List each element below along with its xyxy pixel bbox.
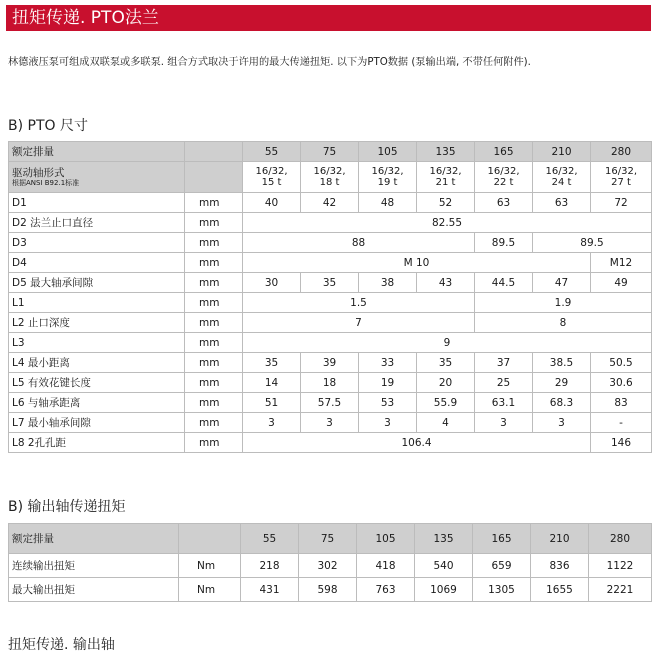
table-row: [9, 333, 652, 353]
table-row: [9, 253, 652, 273]
value-cell: 35: [417, 353, 475, 373]
table-row: [9, 353, 652, 373]
value-cell: 3: [243, 413, 301, 433]
size-cell: 135: [415, 524, 473, 554]
table-row: [9, 293, 652, 313]
value-cell: 2221: [589, 578, 652, 602]
spline-pitch: 16/32,: [255, 166, 288, 177]
value-cell: 1.9: [475, 293, 652, 313]
value-cell: 53: [359, 393, 417, 413]
output-torque-table: [8, 523, 652, 602]
size-cell: 210: [533, 142, 591, 162]
spline-pitch: 16/32,: [313, 166, 346, 177]
section-title-output-shaft: 扭矩传递. 输出轴: [8, 637, 115, 653]
value-cell: 18: [301, 373, 359, 393]
size-cell: 135: [417, 142, 475, 162]
value-cell: 35: [301, 273, 359, 293]
value-cell: 3: [475, 413, 533, 433]
value-cell: 19: [359, 373, 417, 393]
value-cell: 48: [359, 193, 417, 213]
spline-teeth: 18 t: [319, 177, 340, 188]
header-unit-cell: [185, 142, 243, 162]
table-row: [9, 578, 652, 602]
unit-cell: mm: [185, 393, 243, 413]
spline-teeth: 21 t: [435, 177, 456, 188]
value-cell: 3: [301, 413, 359, 433]
row-label: 最大输出扭矩: [9, 578, 179, 602]
value-cell: 38: [359, 273, 417, 293]
value-cell: 1069: [415, 578, 473, 602]
spline-pitch: 16/32,: [429, 166, 462, 177]
spline-cell: [243, 162, 301, 193]
value-cell: 42: [301, 193, 359, 213]
value-cell: 1.5: [243, 293, 475, 313]
value-cell: M 10: [243, 253, 591, 273]
table-row: [9, 554, 652, 578]
value-cell: 57.5: [301, 393, 359, 413]
spline-label: 驱动轴形式: [12, 167, 65, 179]
spline-label-cell: [9, 162, 185, 193]
row-label: D4: [9, 253, 185, 273]
value-cell: 659: [473, 554, 531, 578]
value-cell: 3: [533, 413, 591, 433]
spline-cell: [301, 162, 359, 193]
table-row: [9, 213, 652, 233]
value-cell: 49: [591, 273, 652, 293]
unit-cell: mm: [185, 293, 243, 313]
value-cell: 51: [243, 393, 301, 413]
value-cell: 763: [357, 578, 415, 602]
unit-cell: mm: [185, 313, 243, 333]
unit-cell: mm: [185, 433, 243, 453]
row-label: D5 最大轴承间隙: [9, 273, 185, 293]
spline-pitch: 16/32,: [545, 166, 578, 177]
table-row: [9, 393, 652, 413]
value-cell: 29: [533, 373, 591, 393]
value-cell: 38.5: [533, 353, 591, 373]
value-cell: -: [591, 413, 652, 433]
value-cell: 47: [533, 273, 591, 293]
table-row: [9, 193, 652, 213]
unit-cell: mm: [185, 333, 243, 353]
value-cell: 218: [241, 554, 299, 578]
size-cell: 75: [301, 142, 359, 162]
value-cell: 4: [417, 413, 475, 433]
unit-cell: mm: [185, 233, 243, 253]
table-header-row: [9, 142, 652, 162]
value-cell: 106.4: [243, 433, 591, 453]
spline-unit-cell: [185, 162, 243, 193]
section-title-output-torque: B) 输出轴传递扭矩: [8, 499, 126, 515]
unit-cell: mm: [185, 253, 243, 273]
spline-row: [9, 162, 652, 193]
value-cell: 836: [531, 554, 589, 578]
spline-teeth: 19 t: [377, 177, 398, 188]
value-cell: 40: [243, 193, 301, 213]
page-title-banner: [6, 5, 651, 31]
page-title: 扭矩传递. PTO法兰: [12, 8, 159, 28]
spline-teeth: 15 t: [261, 177, 282, 188]
row-label: L7 最小轴承间隙: [9, 413, 185, 433]
value-cell: 68.3: [533, 393, 591, 413]
value-cell: 37: [475, 353, 533, 373]
value-cell: 88: [243, 233, 475, 253]
value-cell: 55.9: [417, 393, 475, 413]
value-cell: 82.55: [243, 213, 652, 233]
row-label: L3: [9, 333, 185, 353]
value-cell: 146: [591, 433, 652, 453]
row-label: D2 法兰止口直径: [9, 213, 185, 233]
value-cell: 63: [533, 193, 591, 213]
size-cell: 280: [589, 524, 652, 554]
row-label: L8 2孔孔距: [9, 433, 185, 453]
value-cell: 7: [243, 313, 475, 333]
value-cell: 418: [357, 554, 415, 578]
table-row: [9, 373, 652, 393]
header-unit-cell: [179, 524, 241, 554]
value-cell: 30.6: [591, 373, 652, 393]
spline-note: 根据ANSI B92.1标准: [12, 179, 80, 187]
value-cell: 8: [475, 313, 652, 333]
unit-cell: Nm: [179, 578, 241, 602]
intro-paragraph: 林德液压泵可组成双联泵或多联泵. 组合方式取决于许用的最大传递扭矩. 以下为PTO数据 (泵输出端, 不带任何附件).: [8, 57, 531, 68]
unit-cell: Nm: [179, 554, 241, 578]
value-cell: 20: [417, 373, 475, 393]
value-cell: 598: [299, 578, 357, 602]
size-cell: 165: [473, 524, 531, 554]
row-label: L2 止口深度: [9, 313, 185, 333]
size-cell: 280: [591, 142, 652, 162]
table-row: [9, 273, 652, 293]
value-cell: 1305: [473, 578, 531, 602]
value-cell: 3: [359, 413, 417, 433]
value-cell: 1122: [589, 554, 652, 578]
row-label: L4 最小距离: [9, 353, 185, 373]
value-cell: 9: [243, 333, 652, 353]
row-label: 连续输出扭矩: [9, 554, 179, 578]
table-row: [9, 233, 652, 253]
value-cell: 30: [243, 273, 301, 293]
row-label: D3: [9, 233, 185, 253]
unit-cell: mm: [185, 413, 243, 433]
unit-cell: mm: [185, 193, 243, 213]
row-label: L6 与轴承距离: [9, 393, 185, 413]
value-cell: 50.5: [591, 353, 652, 373]
size-cell: 75: [299, 524, 357, 554]
spline-pitch: 16/32,: [605, 166, 637, 177]
header-label: 额定排量: [9, 142, 185, 162]
value-cell: 540: [415, 554, 473, 578]
value-cell: 1655: [531, 578, 589, 602]
value-cell: 33: [359, 353, 417, 373]
value-cell: 431: [241, 578, 299, 602]
value-cell: 72: [591, 193, 652, 213]
size-cell: 105: [359, 142, 417, 162]
spline-cell: [417, 162, 475, 193]
table-header-row: [9, 524, 652, 554]
spline-pitch: 16/32,: [371, 166, 404, 177]
unit-cell: mm: [185, 213, 243, 233]
value-cell: 35: [243, 353, 301, 373]
size-cell: 165: [475, 142, 533, 162]
size-cell: 55: [243, 142, 301, 162]
row-label: L5 有效花键长度: [9, 373, 185, 393]
pto-dimensions-table: [8, 141, 652, 453]
value-cell: 63: [475, 193, 533, 213]
table-row: [9, 413, 652, 433]
value-cell: 44.5: [475, 273, 533, 293]
spline-cell: [475, 162, 533, 193]
value-cell: 39: [301, 353, 359, 373]
unit-cell: mm: [185, 353, 243, 373]
spline-teeth: 24 t: [551, 177, 572, 188]
value-cell: 52: [417, 193, 475, 213]
unit-cell: mm: [185, 273, 243, 293]
section-title-pto-dimensions: B) PTO 尺寸: [8, 118, 88, 134]
row-label: L1: [9, 293, 185, 313]
value-cell: M12: [591, 253, 652, 273]
row-label: D1: [9, 193, 185, 213]
spline-teeth: 27 t: [611, 177, 631, 188]
value-cell: 83: [591, 393, 652, 413]
value-cell: 63.1: [475, 393, 533, 413]
spline-pitch: 16/32,: [487, 166, 520, 177]
value-cell: 14: [243, 373, 301, 393]
value-cell: 25: [475, 373, 533, 393]
spline-teeth: 22 t: [493, 177, 514, 188]
size-cell: 55: [241, 524, 299, 554]
value-cell: 302: [299, 554, 357, 578]
spline-cell: [591, 162, 652, 193]
table-row: [9, 433, 652, 453]
spline-cell: [359, 162, 417, 193]
value-cell: 43: [417, 273, 475, 293]
table-row: [9, 313, 652, 333]
spline-cell: [533, 162, 591, 193]
header-label: 额定排量: [9, 524, 179, 554]
value-cell: 89.5: [533, 233, 652, 253]
value-cell: 89.5: [475, 233, 533, 253]
size-cell: 105: [357, 524, 415, 554]
unit-cell: mm: [185, 373, 243, 393]
size-cell: 210: [531, 524, 589, 554]
